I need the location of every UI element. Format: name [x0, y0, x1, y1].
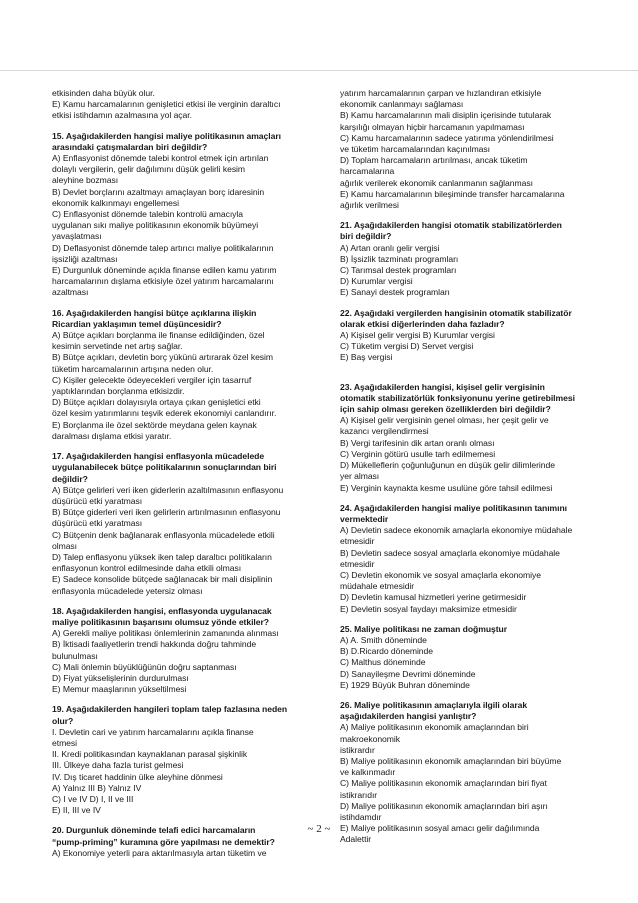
answer-line: kazancı vergilendirmesi: [340, 426, 429, 437]
answer-line: A) Gerekli maliye politikası önlemlerinin zamanında alınması: [52, 628, 279, 639]
answer-line: ağırlık verilmesi: [340, 200, 399, 211]
answer-line: C) Malthus döneminde: [340, 657, 426, 668]
answer-line: C) I ve IV D) I, II ve III: [52, 793, 134, 804]
answer-line: E) Baş vergisi: [340, 352, 393, 363]
answer-line: enflasyonun kontrol edilmesinde daha etkili olması: [52, 563, 242, 574]
question-block: [340, 382, 625, 494]
answer-line: etmesidir: [340, 536, 375, 547]
answer-line: E) 1929 Büyük Buhran döneminde: [340, 679, 470, 690]
answer-line: D) Maliye politikasının ekonomik amaçlarından biri aşırı: [340, 800, 548, 811]
answer-line: B) Kamu harcamalarının mali disiplin içerisinde tutularak: [340, 110, 552, 121]
question-block: [340, 88, 625, 211]
question-stem-line: aşağıdakilerden hangisi yanlıştır?: [340, 711, 477, 722]
answer-line: III. Ülkeye daha fazla turist gelmesi: [52, 760, 184, 771]
answer-line: A) Bütçe gelirleri veri iken giderlerin azaltılmasının enflasyonu: [52, 484, 284, 495]
answer-line: D) Sanayileşme Devrimi döneminde: [340, 668, 476, 679]
answer-line: etkisinden daha büyük olur.: [52, 88, 155, 98]
answer-line: ve kalkınmadır: [340, 767, 396, 778]
question-block: [52, 451, 337, 597]
question-stem-line: 24. Aşağıdakilerden hangisi maliye politikasının tanımını: [340, 502, 568, 513]
answer-line: azaltması: [52, 287, 89, 298]
answer-line: A) A. Smith döneminde: [340, 634, 427, 645]
answer-line: yatırım harcamalarının çarpan ve hızlandıran etkisiyle: [340, 88, 542, 98]
answer-line: C) Bütçenin denk bağlanarak enflasyonla mücadelede etkili: [52, 529, 275, 540]
answer-line: karşılığı olmayan hiçbir harcamanın yapılmaması: [340, 121, 525, 132]
answer-line: yavaşlatması: [52, 231, 102, 242]
header-rule: [0, 70, 638, 71]
question-stem-line: olur?: [52, 715, 74, 726]
answer-line: B) D.Ricardo döneminde: [340, 646, 433, 657]
answer-line: yaptıklarından borçlanma etkisizdir.: [52, 386, 185, 397]
question-stem-line: değildir?: [52, 473, 88, 484]
question-stem-line: 22. Aşağıdaki vergilerden hangisinin otomatik stabilizatör: [340, 307, 572, 318]
answer-line: D) Toplam harcamaların artırılması, ancak tüketim: [340, 155, 528, 166]
answer-line: D) Kurumlar vergisi: [340, 276, 413, 287]
question-stem-line: 26. Maliye politikasının amaçlarıyla ilgili olarak: [340, 699, 528, 710]
question-stem-line: “pump-priming” kuramına göre yapılması ne demektir?: [52, 836, 275, 847]
question-stem-line: otomatik stabilizatörlük fonksiyonunu yerine getirebilmesi: [340, 392, 575, 403]
answer-line: B) Devlet borçlarını azaltmayı amaçlayan borç idaresinin: [52, 186, 265, 197]
answer-line: makroekonomik: [340, 733, 401, 744]
answer-line: II. Kredi politikasından kaynaklanan parasal şişkinlik: [52, 749, 248, 760]
answer-line: E) Maliye politikasının sosyal amacı gelir dağılımında: [340, 823, 540, 834]
answer-line: E) Devletin sosyal faydayı maksimize etmesidir: [340, 603, 517, 614]
answer-line: IV. Dış ticaret haddinin ülke aleyhine dönmesi: [52, 771, 223, 782]
answer-line: E) Sadece konsolide bütçede sağlanacak bir mali disiplinin: [52, 574, 273, 585]
answer-line: E) Sanayi destek programları: [340, 287, 450, 298]
answer-line: istikrardır: [340, 744, 375, 755]
answer-line: harcamalarının dışlama etkisiyle özel yatırım harcamalarını: [52, 276, 274, 287]
answer-line: dolaylı vergilerin, gelir dağılımını düşük gelirli kesim: [52, 164, 246, 175]
answer-line: ve tüketim harcamalarından kaçınılması: [340, 144, 490, 155]
answer-line: E) Kamu harcamalarının genişletici etkisi ile verginin daraltıcı: [52, 99, 281, 110]
answer-line: yer alması: [340, 471, 380, 482]
answer-line: özel kesim yatırımlarını teşvik ederek ekonomiyi canlandırır.: [52, 408, 277, 419]
left-column: [52, 88, 337, 868]
answer-line: A) Kişisel gelir vergisi B) Kurumlar vergisi: [340, 330, 495, 341]
answer-line: B) Vergi tarifesinin dik artan oranlı olması: [340, 437, 495, 448]
answer-line: C) Kişiler gelecekte ödeyecekleri vergiler için tasarruf: [52, 374, 252, 385]
answer-line: C) Mali önlemin büyüklüğünün doğru saptanması: [52, 661, 237, 672]
question-block: [52, 704, 337, 816]
answer-line: bulunulması: [52, 650, 98, 661]
answer-line: etmesidir: [340, 558, 375, 569]
question-block: [340, 220, 625, 298]
question-stem-line: uygulanabilecek bütçe politikalarının sonuçlarından biri: [52, 462, 277, 473]
answer-line: E) Borçlanma ile özel sektörde meydana gelen kaynak: [52, 419, 257, 430]
question-stem-line: Ricardian yaklaşımın temel düşüncesidir?: [52, 318, 222, 329]
answer-line: tüketim harcamalarının artışına neden olur.: [52, 363, 214, 374]
answer-line: C) Kamu harcamalarının sadece yatırıma yönlendirilmesi: [340, 132, 554, 143]
question-stem-line: 19. Aşağıdakilerden hangileri toplam talep fazlasına neden: [52, 704, 288, 715]
answer-line: I. Devletin cari ve yatırım harcamalarını açıkla finanse: [52, 726, 254, 737]
answer-line: ağırlık verilerek ekonomik canlanmanın sağlanması: [340, 177, 533, 188]
answer-line: D) Mükelleflerin çoğunluğunun en düşük gelir dilimlerinde: [340, 460, 555, 471]
answer-line: E) Durgunluk döneminde açıkla finanse edilen kamu yatırım: [52, 265, 277, 276]
answer-line: A) Maliye politikasının ekonomik amaçlarından biri: [340, 722, 529, 733]
question-stem-line: arasındaki çatışmalardan biri değildir?: [52, 141, 208, 152]
question-stem-line: 25. Maliye politikası ne zaman doğmuştur: [340, 623, 508, 634]
question-stem-line: olarak etkisi diğerlerinden daha fazladır?: [340, 318, 505, 329]
answer-line: D) Talep enflasyonu yüksek iken talep daraltıcı politikaların: [52, 551, 272, 562]
answer-line: E) II, III ve IV: [52, 805, 101, 816]
question-stem-line: 23. Aşağıdakilerden hangisi, kişisel gelir vergisinin: [340, 381, 545, 392]
answer-line: D) Bütçe açıkları dolayısıyla ortaya çıkan genişletici etki: [52, 397, 261, 408]
answer-line: istikrarıdır: [340, 789, 378, 800]
question-stem-line: 17. Aşağıdakilerden hangisi enflasyonla mücadelede: [52, 451, 265, 462]
question-stem-line: 21. Aşağıdakilerden hangisi otomatik stabilizatörlerden: [340, 220, 562, 231]
question-stem-line: maliye politikasının başarısını olumsuz yönde etkiler?: [52, 616, 269, 627]
right-column: [340, 88, 625, 855]
answer-line: A) Artan oranlı gelir vergisi: [340, 242, 440, 253]
answer-line: A) Devletin sadece ekonomik amaçlarla ekonomiye müdahale: [340, 525, 573, 536]
answer-line: C) Devletin ekonomik ve sosyal amaçlarla ekonomiye: [340, 569, 541, 580]
answer-line: E) Kamu harcamalarının bileşiminde transfer harcamalarına: [340, 188, 565, 199]
answer-line: D) Deflasyonist dönemde talep artırıcı maliye politikalarının: [52, 242, 274, 253]
answer-line: harcamalarına: [340, 166, 395, 177]
question-block: [340, 503, 625, 615]
answer-line: B) Maliye politikasının ekonomik amaçlarından biri büyüme: [340, 755, 562, 766]
answer-line: enflasyonla mücadelede yetersiz olması: [52, 585, 203, 596]
answer-line: C) Verginin götürü usulle tarh edilmemesi: [340, 448, 496, 459]
answer-line: D) Fiyat yükselişlerinin durdurulması: [52, 672, 189, 683]
answer-line: D) Devletin kamusal hizmetleri yerine getirmesidir: [340, 592, 527, 603]
question-stem-line: 16. Aşağıdakilerden hangisi bütçe açıklarına ilişkin: [52, 307, 257, 318]
question-block: [52, 606, 337, 696]
question-block: [340, 624, 625, 691]
question-stem-line: 18. Aşağıdakilerden hangisi, enflasyonda uygulanacak: [52, 605, 272, 616]
answer-line: A) Enflasyonist dönemde talebi kontrol etmek için artırılan: [52, 153, 269, 164]
answer-line: B) İşsizlik tazminatı programları: [340, 253, 459, 264]
answer-line: düşürücü etki yaratması: [52, 518, 143, 529]
answer-line: aleyhine bozması: [52, 175, 119, 186]
question-stem-line: biri değildir?: [340, 231, 392, 242]
question-block: [340, 308, 625, 364]
answer-line: A) Yalnız III B) Yalnız IV: [52, 782, 142, 793]
answer-line: B) Devletin sadece sosyal amaçlarla ekonomiye müdahale: [340, 547, 560, 558]
spacer: [340, 373, 625, 382]
question-stem-line: vermektedir: [340, 513, 389, 524]
answer-line: A) Kişisel gelir vergisinin genel olması, her çeşit gelir ve: [340, 415, 549, 426]
answer-line: A) Bütçe açıkları borçlanma ile finanse edildiğinden, özel: [52, 330, 265, 341]
page-number: ~ 2 ~: [307, 823, 331, 835]
question-stem-line: 15. Aşağıdakilerden hangisi maliye politikasının amaçları: [52, 130, 281, 141]
answer-line: B) Bütçe açıkları, devletin borç yükünü artırarak özel kesim: [52, 352, 274, 363]
answer-line: istihdamdır: [340, 811, 382, 822]
answer-line: E) Memur maaşlarının yükseltilmesi: [52, 684, 187, 695]
answer-line: daralması dışlama etkisi yaratır.: [52, 430, 172, 441]
question-block: [52, 308, 337, 442]
answer-line: uygulanan sıkı maliye politikasının ekonomik büyümeyi: [52, 220, 259, 231]
answer-line: ekonomik kalkınmayı engellemesi: [52, 197, 179, 208]
answer-line: E) Verginin kaynakta kesme usulüne göre tahsil edilmesi: [340, 482, 553, 493]
answer-line: olması: [52, 540, 78, 551]
answer-line: düşürücü etki yaratması: [52, 495, 143, 506]
answer-line: B) İktisadi faaliyetlerin trendi hakkında doğru tahminde: [52, 639, 257, 650]
answer-line: C) Tüketim vergisi D) Servet vergisi: [340, 341, 474, 352]
answer-line: C) Maliye politikasının ekonomik amaçlarından biri fiyat: [340, 778, 547, 789]
answer-line: C) Enflasyonist dönemde talebin kontrolü amacıyla: [52, 209, 244, 220]
answer-line: C) Tarımsal destek programları: [340, 265, 457, 276]
answer-line: Adalettir: [340, 834, 372, 845]
answer-line: müdahale etmesidir: [340, 581, 415, 592]
answer-line: B) Bütçe giderleri veri iken gelirlerin artırılmasının enflasyonu: [52, 507, 281, 518]
answer-line: ekonomik canlanmayı sağlaması: [340, 99, 464, 110]
answer-line: A) Ekonomiye yeterli para aktarılmasıyla artan tüketim ve: [52, 847, 267, 858]
answer-line: etkisi istihdamın azalmasına yol açar.: [52, 110, 192, 121]
answer-line: işsizliği azaltması: [52, 253, 118, 264]
answer-line: etmesi: [52, 737, 78, 748]
question-stem-line: için sahip olması gereken özelliklerden biri değildir?: [340, 404, 551, 415]
question-stem-line: 20. Durgunluk döneminde telafi edici harcamaların: [52, 825, 256, 836]
answer-line: kesimin servetinde net artış sağlar.: [52, 341, 183, 352]
question-block: [52, 131, 337, 299]
question-block: [52, 88, 337, 122]
